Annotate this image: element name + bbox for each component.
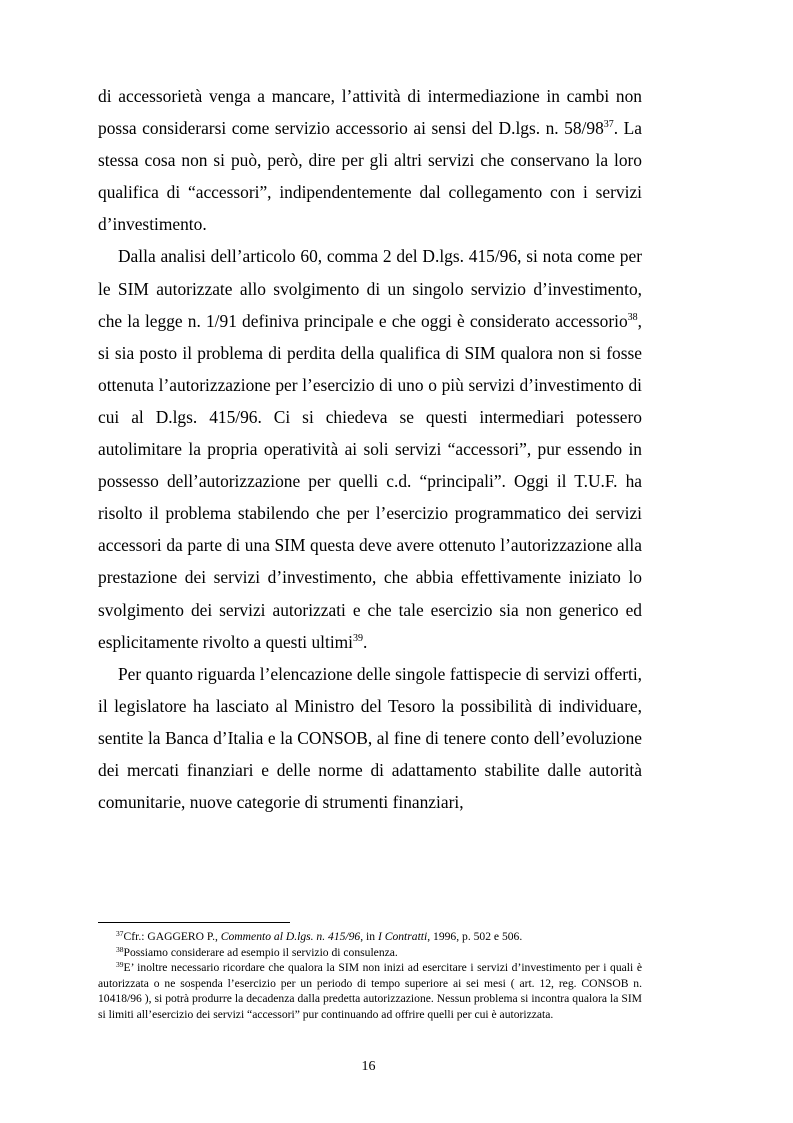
footnote-text: E’ inoltre necessario ricordare che qualora la SIM non inizi ad esercitare i servizi d’investimento per i quali è autorizzata o ne sospenda l’esercizio per un periodo di tempo superiore ai sei mesi ( art. 12, reg. CONSOB n. 10418/96 ), si potrà produrre la decadenza dalla predetta autorizzazione. Nessun problema si incontra qualora la SIM si limiti all’esercizio dei servizi “accessori” pur continuando ad offrire quelli per cui è autorizzata.: [98, 961, 642, 1021]
paragraph-1-text-b: . La stessa cosa non si può, però, dire per gli altri servizi che conservano la loro qualifica di “accessori”, indipendentemente dal collegamento con i servizi d’investimento.: [98, 118, 642, 235]
footnote-italic-journal: I Contratti: [377, 930, 428, 943]
footnote-number: 38: [116, 944, 124, 954]
paragraph-1-text-a: di accessorietà venga a mancare, l’attività di intermediazione in cambi non possa considerarsi come servizio accessorio ai sensi del D.lgs. n. 58/98: [98, 86, 642, 139]
footnote-text: Possiamo considerare ad esempio il servizio di consulenza.: [123, 945, 398, 959]
footnote-37: [98, 929, 642, 945]
footnote-ref-38[interactable]: 38: [627, 311, 638, 323]
footnote-39: [98, 960, 642, 1022]
body-text: [98, 80, 642, 818]
footnote-ref-39[interactable]: 39: [353, 632, 364, 644]
footnote-text: , 1996, p. 502 e 506.: [427, 930, 523, 943]
paragraph-2-text-a: Dalla analisi dell’articolo 60, comma 2 del D.lgs. 415/96, si nota come per le SIM autorizzate allo svolgimento di un singolo servizio d’investimento, che la legge n. 1/91 definiva principale e che oggi è considerato accessorio: [98, 246, 642, 331]
footnotes: [98, 929, 642, 1023]
footnote-text: Cfr.: GAGGERO P.,: [123, 930, 221, 943]
footnote-number: 39: [116, 960, 124, 970]
footnote-38: [98, 945, 642, 961]
footnote-separator: [98, 922, 290, 923]
paragraph-2-text-b: , si sia posto il problema di perdita della qualifica di SIM qualora non si fosse ottenuta l’autorizzazione per l’esercizio di uno o più servizi d’investimento di cui al D.lgs. 415/96. Ci si chiedeva se questi intermediari potessero autolimitare la propria operatività ai soli servizi “accessori”, pur essendo in possesso dell’autorizzazione per quelli c.d. “principali”. Oggi il T.U.F. ha risolto il problema stabilendo che per l’esercizio programmatico dei servizi accessori da parte di una SIM questa deve avere ottenuto l’autorizzazione alla prestazione dei servizi d’investimento, che abbia effettivamente iniziato lo svolgimento dei servizi autorizzati e che tale esercizio sia non generico ed esplicitamente rivolto a questi ultimi: [98, 310, 642, 652]
paragraph-2: [98, 240, 642, 657]
footnote-ref-37[interactable]: 37: [603, 119, 614, 131]
paragraph-1: [98, 80, 642, 240]
paragraph-2-text-c: .: [363, 631, 368, 652]
footnote-italic-title: Commento al D.lgs. n. 415/96: [220, 930, 361, 943]
page-number: 16: [361, 1059, 376, 1074]
footnote-number: 37: [116, 929, 124, 938]
paragraph-3: Per quanto riguarda l’elencazione delle singole fattispecie di servizi offerti, il legislatore ha lasciato al Ministro del Tesoro la possibilità di individuare, sentite la Banca d’Italia e la CONSOB, al fine di tenere conto dell’evoluzione dei mercati finanziari e delle norme di adattamento stabilite dalle autorità comunitarie, nuove categorie di strumenti finanziari,: [98, 663, 642, 813]
footnote-text: , in: [360, 930, 378, 943]
